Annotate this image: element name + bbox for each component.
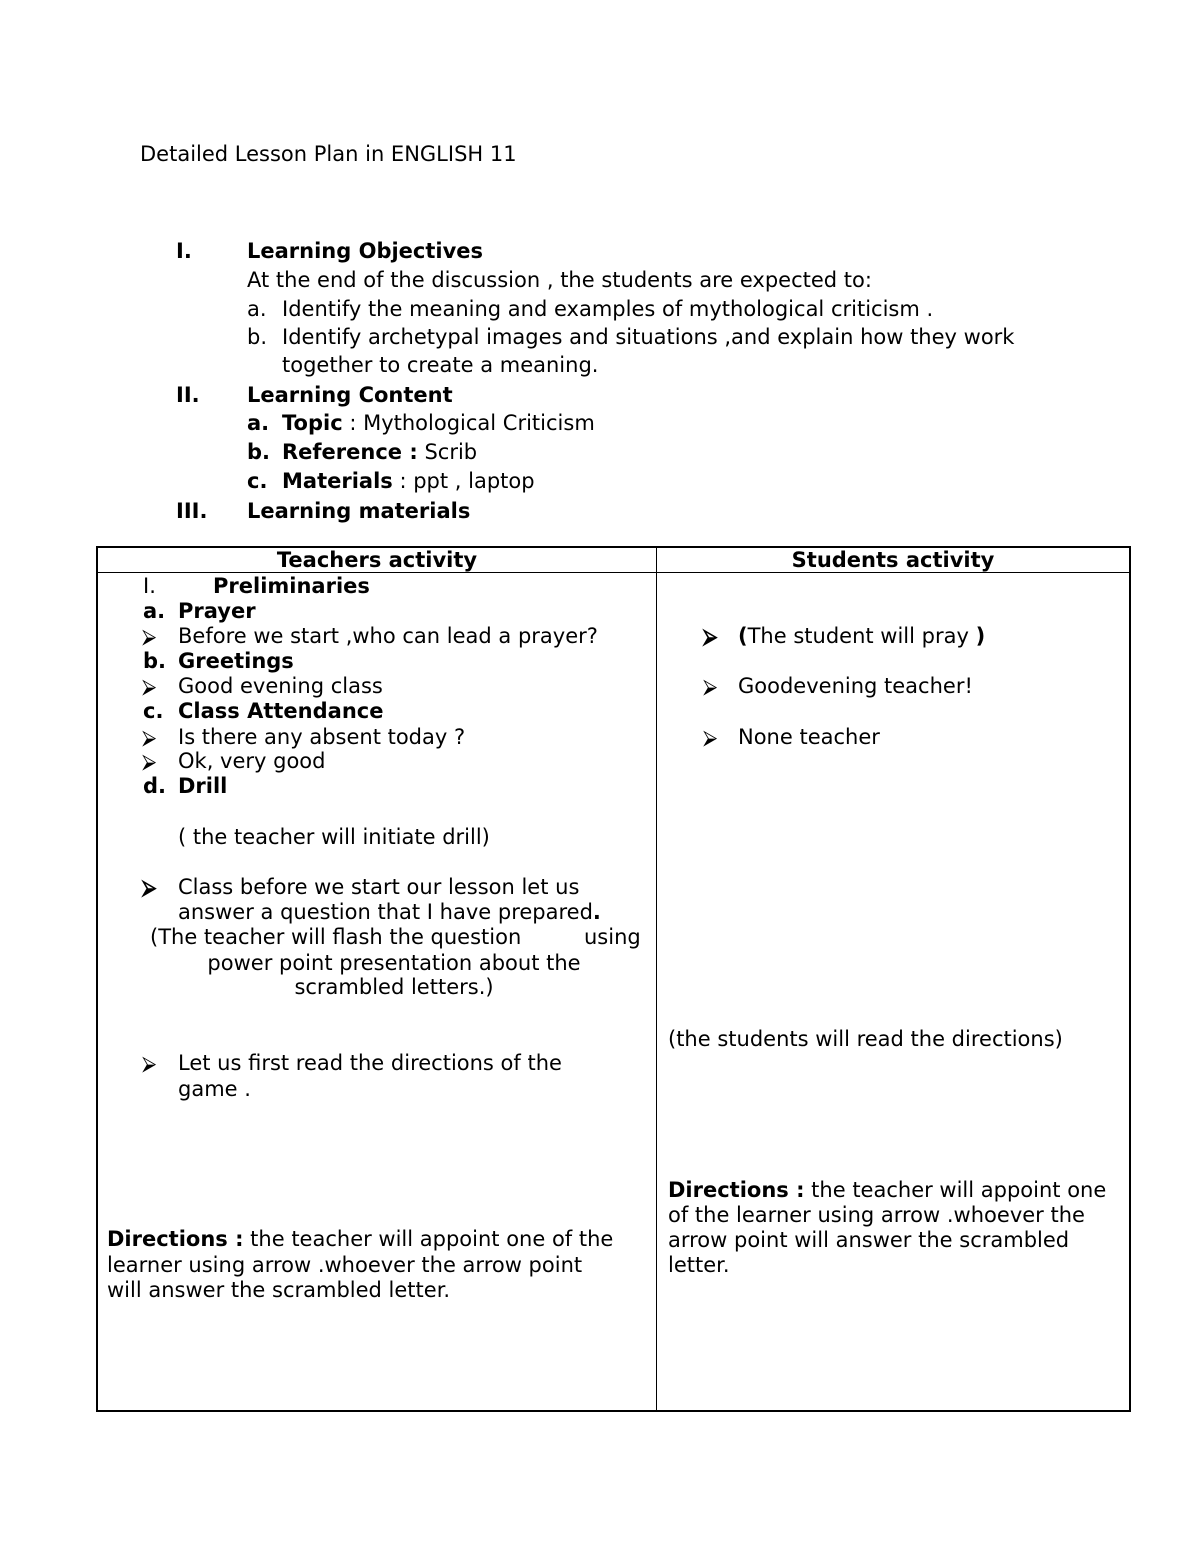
teacher-note: using	[584, 925, 641, 949]
directions-label: Directions :	[107, 1227, 244, 1251]
content-sep: :	[392, 469, 414, 493]
teacher-directions	[107, 1226, 613, 1252]
content-item-materials	[282, 468, 535, 494]
paren-open: (	[738, 624, 748, 648]
directions-text: of the learner using arrow .whoever the	[668, 1203, 1085, 1227]
directions-text: learner using arrow .whoever the arrow point	[107, 1253, 583, 1277]
step-heading: Class Attendance	[178, 699, 384, 723]
content-label: Topic	[282, 411, 343, 435]
content-label: Materials	[282, 469, 393, 493]
objective-text-continuation: together to create a meaning.	[282, 353, 599, 377]
column-header-student: Students activity	[791, 548, 995, 572]
column-header-teacher: Teachers activity	[276, 548, 478, 572]
arrow-bullet-icon: ⮚	[703, 624, 718, 648]
teacher-line: Before we start ,who can lead a prayer?	[178, 624, 598, 648]
document-title: Detailed Lesson Plan in ENGLISH 11	[140, 142, 517, 166]
directions-text: letter.	[668, 1253, 730, 1277]
content-item-reference	[282, 439, 477, 465]
teacher-line: game .	[178, 1077, 251, 1101]
directions-text: will answer the scrambled letter.	[107, 1278, 451, 1302]
step-marker: c.	[143, 699, 164, 723]
arrow-bullet-icon: ⮚	[703, 725, 718, 749]
student-line: Goodevening teacher!	[738, 674, 973, 698]
teacher-line: Class before we start our lesson let us	[178, 875, 580, 899]
objectives-intro: At the end of the discussion , the students are expected to:	[247, 268, 872, 292]
section-numeral: II.	[176, 383, 200, 407]
objective-marker: a.	[247, 297, 267, 321]
teacher-line	[178, 899, 601, 925]
content-item-topic	[282, 410, 595, 436]
teacher-line: Ok, very good	[178, 749, 326, 773]
section-numeral: III.	[176, 499, 208, 523]
directions-text: the teacher will appoint one	[804, 1178, 1107, 1202]
arrow-bullet-icon: ⮚	[703, 674, 718, 698]
step-heading: Prayer	[178, 599, 256, 623]
content-sep: :	[342, 411, 364, 435]
objective-text: Identify the meaning and examples of mythological criticism .	[282, 297, 934, 321]
section-numeral: I.	[176, 239, 192, 263]
directions-text: the teacher will appoint one of the	[243, 1227, 614, 1251]
teacher-note: ( the teacher will initiate drill)	[178, 825, 490, 849]
teacher-line: Let us first read the directions of the	[178, 1051, 562, 1075]
arrow-bullet-icon: ⮚	[142, 624, 157, 648]
step-heading: Greetings	[178, 649, 294, 673]
step-heading: Drill	[178, 774, 228, 798]
section-heading: Learning Objectives	[247, 239, 484, 263]
teacher-line-end: .	[592, 900, 601, 924]
student-directions	[668, 1177, 1106, 1203]
teacher-note: (The teacher will flash the question	[150, 925, 522, 949]
directions-label: Directions :	[668, 1178, 805, 1202]
content-label: Reference :	[282, 440, 418, 464]
content-value: Scrib	[424, 440, 478, 464]
step-marker: d.	[143, 774, 167, 798]
step-marker: a.	[143, 599, 166, 623]
objective-text: Identify archetypal images and situations ,and explain how they work	[282, 325, 1015, 349]
content-marker: a.	[247, 411, 270, 435]
content-marker: b.	[247, 440, 271, 464]
paren-close: )	[975, 624, 986, 648]
prelim-heading: Preliminaries	[213, 574, 370, 598]
teacher-note: scrambled letters.)	[294, 975, 494, 999]
arrow-bullet-icon: ⮚	[142, 1051, 157, 1075]
arrow-bullet-icon: ⮚	[142, 725, 157, 749]
student-note: (the students will read the directions)	[668, 1027, 1063, 1051]
content-value: Mythological Criticism	[363, 411, 595, 435]
content-marker: c.	[247, 469, 268, 493]
arrow-bullet-icon: ⮚	[142, 674, 157, 698]
teacher-line: Is there any absent today ?	[178, 725, 466, 749]
table-bottom-border	[96, 1410, 1131, 1412]
section-heading: Learning Content	[247, 383, 453, 407]
teacher-note: power point presentation about the	[207, 951, 581, 975]
section-heading: Learning materials	[247, 499, 471, 523]
directions-text: arrow point will answer the scrambled	[668, 1228, 1070, 1252]
arrow-bullet-icon: ⮚	[142, 875, 157, 899]
student-line-text: The student will pray	[747, 624, 976, 648]
arrow-bullet-icon: ⮚	[142, 749, 157, 773]
prelim-numeral: I.	[143, 574, 156, 598]
teacher-line: Good evening class	[178, 674, 383, 698]
content-value: ppt , laptop	[413, 469, 535, 493]
table-right-border	[1129, 546, 1131, 1412]
objective-marker: b.	[247, 325, 268, 349]
student-line: None teacher	[738, 725, 880, 749]
teacher-line-text: answer a question that I have prepared	[178, 900, 593, 924]
step-marker: b.	[143, 649, 167, 673]
student-line	[738, 623, 985, 649]
